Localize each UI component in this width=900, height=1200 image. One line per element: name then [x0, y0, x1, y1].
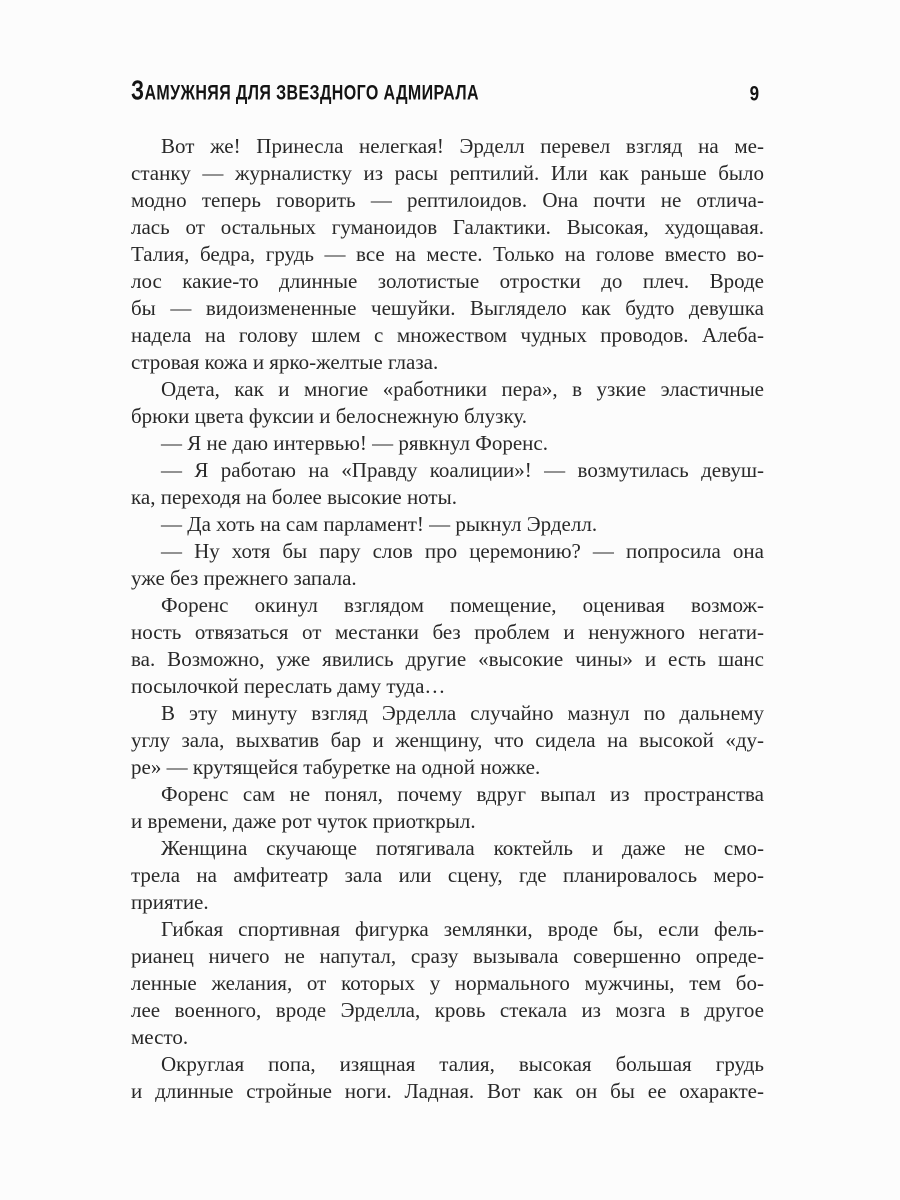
running-header: [131, 73, 764, 107]
text-line: Вот же! Принесла нелегкая! Эрделл перевел взгляд на ме-: [161, 134, 764, 158]
paragraph: [131, 430, 764, 457]
text-line: ленные желания, от которых у нормального мужчины, тем бо-: [131, 971, 764, 995]
text-line: уже без прежнего запала.: [131, 566, 357, 590]
text-line: модно теперь говорить — рептилоидов. Она почти не отлича-: [131, 188, 764, 212]
text-line: Талия, бедра, грудь — все на месте. Только на голове вместо во-: [131, 242, 764, 266]
text-line: Одета, как и многие «работники пера», в узкие эластичные: [161, 377, 764, 401]
body-text: [131, 133, 764, 1105]
paragraph: [131, 781, 764, 835]
text-line: — Ну хотя бы пару слов про церемонию? — попросила она: [161, 539, 764, 563]
paragraph: [131, 916, 764, 1051]
text-line: приятие.: [131, 890, 209, 914]
text-line: бы — видоизмененные чешуйки. Выглядело как будто девушка: [131, 296, 764, 320]
paragraph: [131, 835, 764, 916]
text-line: место.: [131, 1025, 189, 1049]
text-line: лась от остальных гуманоидов Галактики. Высокая, худощавая.: [131, 215, 764, 239]
text-line: лос какие-то длинные золотистые отростки до плеч. Вроде: [131, 269, 764, 293]
text-line: станку — журналистку из расы рептилий. Или как раньше было: [131, 161, 764, 185]
paragraph: [131, 700, 764, 781]
text-line: — Я не даю интервью! — рявкнул Форенс.: [161, 431, 548, 455]
text-line: брюки цвета фуксии и белоснежную блузку.: [131, 404, 528, 428]
page-number: 9: [749, 82, 759, 106]
text-line: Округлая попа, изящная талия, высокая большая грудь: [161, 1052, 764, 1076]
text-line: В эту минуту взгляд Эрделла случайно мазнул по дальнему: [161, 701, 764, 725]
paragraph: [131, 511, 764, 538]
text-line: лее военного, вроде Эрделла, кровь стекала из мозга в другое: [131, 998, 764, 1022]
paragraph: [131, 133, 764, 376]
text-line: углу зала, выхватив бар и женщину, что сидела на высокой «ду-: [131, 728, 764, 752]
paragraph: [131, 592, 764, 700]
text-line: — Я работаю на «Правду коалиции»! — возмутилась девуш-: [161, 458, 764, 482]
text-line: Гибкая спортивная фигурка землянки, вроде бы, если фель-: [161, 917, 764, 941]
text-line: ка, переходя на более высокие ноты.: [131, 485, 457, 509]
text-line: Форенс окинул взглядом помещение, оценивая возмож-: [161, 593, 764, 617]
page-content: [131, 73, 764, 1105]
paragraph: [131, 1051, 764, 1105]
paragraph: [131, 376, 764, 430]
text-line: и длинные стройные ноги. Ладная. Вот как он бы ее охаракте-: [131, 1079, 764, 1103]
text-line: — Да хоть на сам парламент! — рыкнул Эрделл.: [161, 512, 598, 536]
book-title: ЗАМУЖНЯЯ ДЛЯ ЗВЕЗДНОГО АДМИРАЛА: [131, 73, 479, 106]
paragraph: [131, 538, 764, 592]
text-line: Форенс сам не понял, почему вдруг выпал из пространства: [161, 782, 764, 806]
text-line: посылочкой переслать даму туда…: [131, 674, 446, 698]
text-line: Женщина скучающе потягивала коктейль и даже не смо-: [161, 836, 764, 860]
text-line: надела на голову шлем с множеством чудных проводов. Алеба-: [131, 323, 764, 347]
text-line: ре» — крутящейся табуретке на одной ножке.: [131, 755, 541, 779]
text-line: и времени, даже рот чуток приоткрыл.: [131, 809, 476, 833]
text-line: трела на амфитеатр зала или сцену, где планировалось меро-: [131, 863, 764, 887]
text-line: рианец ничего не напутал, сразу вызывала совершенно опреде-: [131, 944, 764, 968]
paragraph: [131, 457, 764, 511]
text-line: ва. Возможно, уже явились другие «высокие чины» и есть шанс: [131, 647, 764, 671]
text-line: ность отвязаться от местанки без проблем и ненужного негати-: [131, 620, 764, 644]
text-line: стровая кожа и ярко-желтые глаза.: [131, 350, 439, 374]
